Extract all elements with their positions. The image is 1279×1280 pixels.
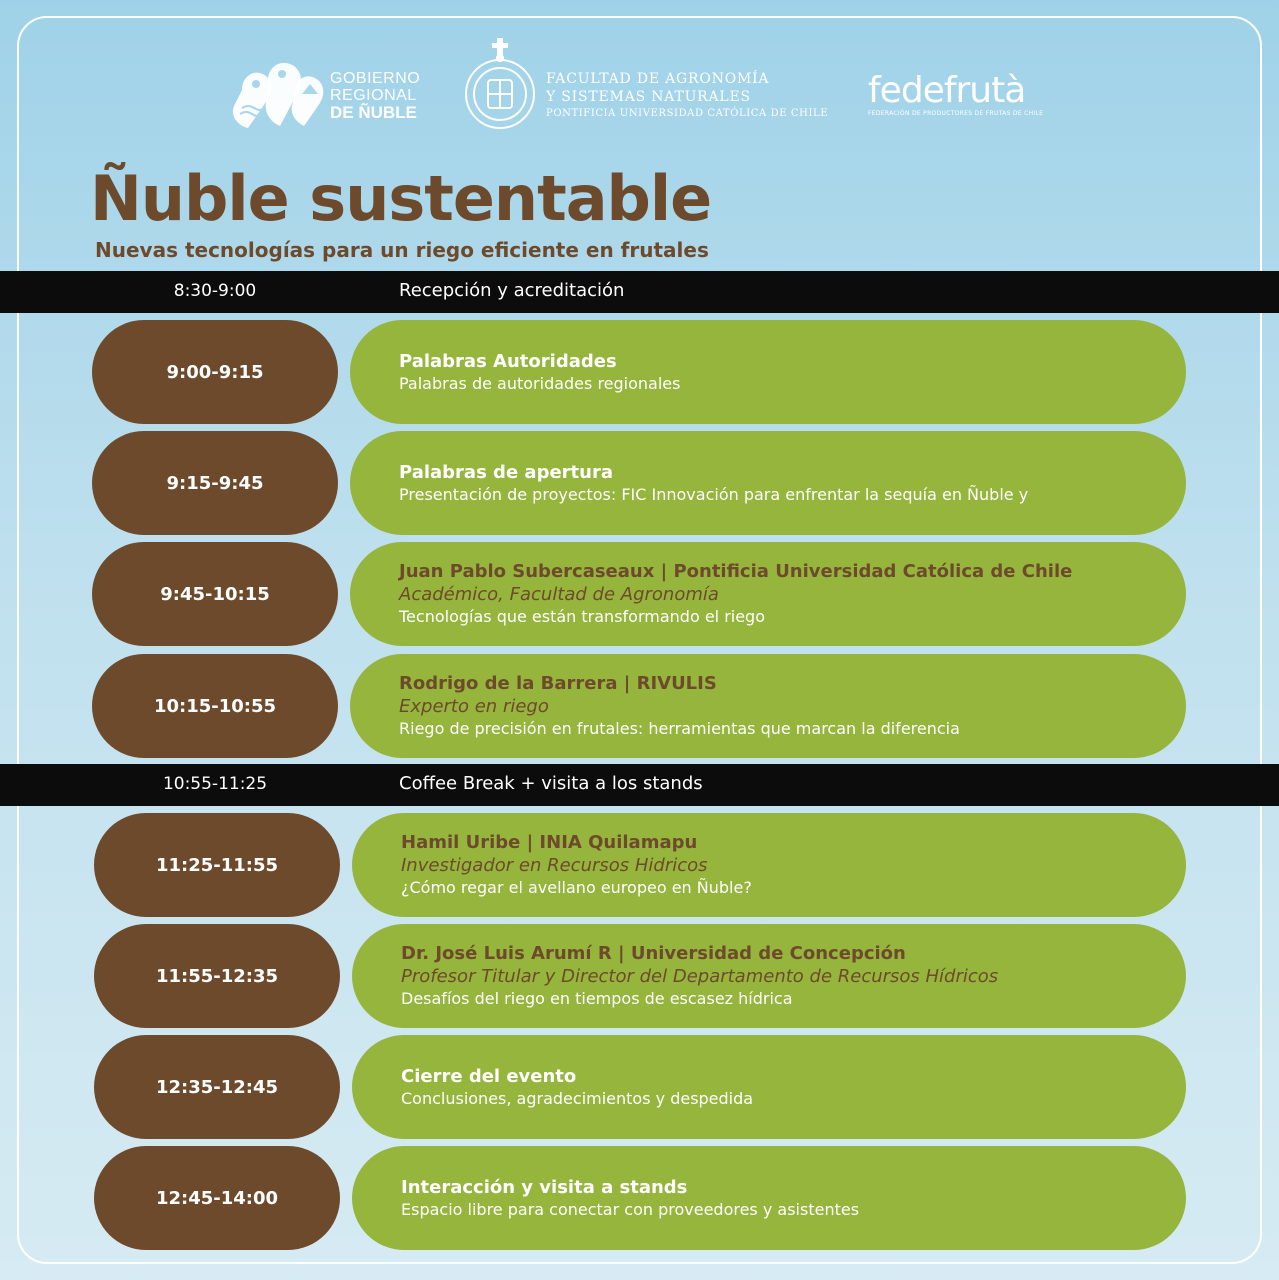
agenda-row: [0, 320, 1279, 424]
session-description: Palabras de autoridades regionales: [399, 373, 681, 393]
facultad-line-1: FACULTAD DE AGRONOMÍA: [546, 71, 770, 87]
session-pill: [352, 924, 1186, 1028]
facultad-agronomia-logo: [462, 34, 852, 134]
session-pill: [350, 431, 1186, 535]
session-pill: [352, 813, 1186, 917]
time-pill: 12:45-14:00: [94, 1146, 340, 1250]
agenda-row: [0, 813, 1279, 917]
uc-seal-icon: [462, 34, 542, 134]
speaker-role: Académico, Facultad de Agronomía: [399, 584, 719, 605]
time-pill: 11:55-12:35: [94, 924, 340, 1028]
speaker-role: Profesor Titular y Director del Departamento de Recursos Hídricos: [401, 966, 999, 987]
fedefruta-logo: [868, 72, 1043, 117]
session-description: Espacio libre para conectar con proveedores y asistentes: [401, 1199, 860, 1219]
gobierno-line-3: DE ÑUBLE: [330, 103, 417, 122]
speaker-role: Experto en riego: [399, 696, 549, 717]
session-title: Palabras de apertura: [399, 461, 613, 483]
agenda-row: [0, 654, 1279, 758]
session-description: Tecnologías que están transformando el riego: [399, 607, 765, 626]
gobierno-regional-logo: [220, 50, 440, 132]
agenda-row: [0, 924, 1279, 1028]
fedefruta-wordmark: fedefrutà: [868, 70, 1026, 111]
speaker-title: Rodrigo de la Barrera | RIVULIS: [399, 673, 717, 694]
session-description: ¿Cómo regar el avellano europeo en Ñuble?: [401, 878, 752, 897]
session-pill: [350, 542, 1186, 646]
fedefruta-tagline: FEDERACIÓN DE PRODUCTORES DE FRUTAS DE CHILE: [868, 110, 1044, 117]
session-description: Riego de precisión en frutales: herramientas que marcan la diferencia: [399, 719, 960, 738]
session-pill: [352, 1035, 1186, 1139]
speaker-title: Juan Pablo Subercaseaux | Pontificia Universidad Católica de Chile: [399, 561, 1073, 582]
break-title: Recepción y acreditación: [399, 280, 625, 301]
session-description: Conclusiones, agradecimientos y despedida: [401, 1088, 754, 1108]
session-pill: [350, 320, 1186, 424]
session-description: Presentación de proyectos: FIC Innovación para enfrentar la sequía en Ñuble y: [399, 484, 1029, 504]
session-description: Desafíos del riego en tiempos de escasez hídrica: [401, 989, 793, 1008]
page-title: Ñuble sustentable: [90, 162, 712, 235]
time-pill: 9:45-10:15: [92, 542, 338, 646]
time-pill: 12:35-12:45: [94, 1035, 340, 1139]
session-title: Interacción y visita a stands: [401, 1176, 688, 1198]
break-time: 10:55-11:25: [162, 774, 268, 794]
session-title: Palabras Autoridades: [399, 350, 617, 372]
time-pill: 10:15-10:55: [92, 654, 338, 758]
time-pill: 9:00-9:15: [92, 320, 338, 424]
speaker-role: Investigador en Recursos Hidricos: [401, 855, 708, 876]
gobierno-line-1: GOBIERNO: [330, 70, 421, 87]
agenda-row: [0, 542, 1279, 646]
time-pill: 11:25-11:55: [94, 813, 340, 917]
break-time: 8:30-9:00: [173, 281, 257, 301]
break-bar: [0, 271, 1279, 313]
agenda-row: [0, 1035, 1279, 1139]
agenda-row: [0, 1146, 1279, 1250]
break-bar: [0, 764, 1279, 806]
session-title: Cierre del evento: [401, 1065, 577, 1087]
facultad-line-3: PONTIFICIA UNIVERSIDAD CATÓLICA DE CHILE: [546, 108, 829, 119]
break-title: Coffee Break + visita a los stands: [399, 773, 703, 794]
facultad-line-2: Y SISTEMAS NATURALES: [546, 89, 751, 105]
agenda-row: [0, 431, 1279, 535]
time-pill: 9:15-9:45: [92, 431, 338, 535]
page-subtitle: Nuevas tecnologías para un riego eficiente en frutales: [95, 238, 709, 262]
speaker-title: Dr. José Luis Arumí R | Universidad de Concepción: [401, 943, 906, 964]
speaker-title: Hamil Uribe | INIA Quilamapu: [401, 832, 698, 853]
session-pill: [350, 654, 1186, 758]
gobierno-line-2: REGIONAL: [330, 87, 417, 104]
gobierno-regional-emblem-icon: [220, 50, 330, 132]
session-pill: [352, 1146, 1186, 1250]
